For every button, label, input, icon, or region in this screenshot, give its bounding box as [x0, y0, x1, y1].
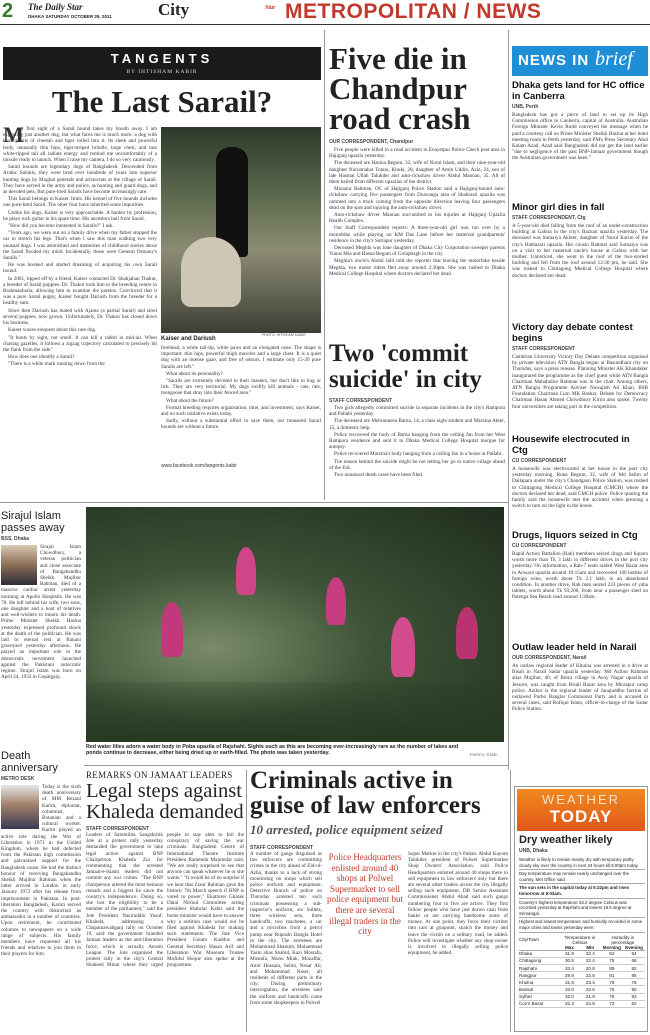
tangents-p: "Years ago, we were out on a family drive when my father stopped the car to stretch his legs. That's when I saw this man walking two very unusual dogs. I was astonished and memories of childhood stories about the Sarail flooded my mind. Incidentally, those were General Osmany's Sarails." [3, 230, 157, 262]
water-lily-photo [86, 507, 504, 742]
jamaat-byline: STAFF CORRESPONDENT [86, 826, 149, 832]
weather-cell: Khulna [519, 979, 534, 985]
brief-body: Bangladesh has got a piece of land to set up its High Commission office in Canberra, capital of Australia. Australian Foreign Minister Kevin Rudd conveyed the message when he paid a courtesy call on Prime Minister Sheikh Hasina at her hotel meeting room in Perth yesterday, said PM's Press Secretary Abul Kalam Azad. Azad said Bangladesh did not get the land earlier "due to negligence of the past BNP-Jamaat government though the Australian government was keen." [512, 112, 648, 162]
criminals-byline: STAFF CORRESPONDENT [250, 845, 313, 851]
criminals-pullquote: Police Headquarters enlisted around 40 shops at Polwel Supermarket to sell police equipment but there are several illegal traders in the city [327, 852, 403, 937]
tangents-p: "There is a white mark running down from the [8, 361, 105, 368]
tangents-p: "It hunts by sight, not smell. It can kill a rabbit in mid-air. When chasing gazelles, it follows a zigzag trajectory calculated to precisely hit the flank from the side." [3, 334, 157, 353]
tangents-p: Sarail hounds are legendary dogs of Bangladesh. Descended from Arabic Salukis, they were bred over hundreds of years into superior hunting dogs by Mughal generals and aristocrats at the village of Sarail. They have served in the army and police, as hunting and guard dogs, and as devoted pets. But pure-bred Sarails have become increasingly rare. [3, 164, 157, 196]
brief-label: NEWS IN [518, 52, 590, 69]
col-divider [246, 770, 247, 1032]
suicide-p: The reason behind the suicide might be not letting her go to native village ahead of the Eid. [329, 458, 505, 471]
weather-para: The sun sets in the capital today at 5:22pm and rises tomorrow at 6:03am. [519, 884, 645, 898]
suicide-byline: STAFF CORRESPONDENT [329, 398, 392, 404]
brief-item [512, 642, 648, 752]
brief-byline: STAFF CORRESPONDENT [512, 346, 575, 352]
obit-sirajul [1, 510, 81, 745]
weather-banner [517, 789, 645, 831]
weather-cell: 75 [609, 994, 615, 1000]
obit-byline: METRO DESK [1, 776, 35, 782]
weather-cell: 89 [609, 965, 615, 971]
weather-cell: 31.8 [564, 979, 574, 985]
weather-cell: 22.4 [585, 951, 595, 957]
criminals-title: Criminals active in guise of law enforcers [250, 767, 481, 819]
suicide-title: Two 'commit suicide' in city [329, 340, 482, 393]
lily-flower-icon [391, 617, 415, 677]
obit-byline: BSS, Dhaka [1, 536, 30, 542]
weather-para: Highest and lowest temperature and humidity recorded in some major cities and towns yesterday were: [519, 918, 645, 932]
lily-flower-icon [161, 602, 183, 657]
col-divider [508, 30, 509, 770]
page-header [0, 0, 650, 24]
weather-cell: 29.5 [564, 972, 574, 978]
weather-para: Country's highest temperature 33.2 degree Celsius was recorded yesterday at Rajshahi and lowest 19.5 degree at Srimangal. [519, 899, 645, 919]
obit-title: Sirajul Islam passes away [1, 510, 65, 534]
weather-cell: 82 [631, 965, 637, 971]
photo-credit: PHOTO: IHTISHAM KABIR [262, 333, 306, 337]
tangents-col1 [3, 126, 157, 470]
weather-cell: 23.4 [585, 979, 595, 985]
weather-box [514, 786, 648, 1032]
five-p: Auto-rickshaw driver Mannan succumbed to his injuries at Hajiganj Upazila Health Complex. [329, 212, 505, 225]
weather-cell: 22.8 [585, 972, 595, 978]
five-p: Five people were killed in a road accident in Enayetpur Police Check post area in Hajiganj upazila yesterday. [329, 147, 505, 160]
weather-cell: 75 [609, 958, 615, 964]
obit-body: Today is the sixth death anniversary of MM Rezaul Karim, diplomat, columnist, Botanian and a cultural worker. Karim played an active role during the War of Liberation in 1971 in the United Kingdom, where he had defected from the Pakistan high commission and galvanised support for the Bangladesh cause. He had the distinct honour of receiving Bangabandhu Sheikh Mujibur Rahman when the latter arrived in London in early January 1972 after his release from imprisonment in Pakistan. In post-liberation Bangladesh, Karim served the country with distinction as ambassador in a number of countries. Upon retirement, he contributed columns to newspapers on a wide range of subjects. His family members have requested all his friends and relatives to join them in their prayers for him. [1, 784, 81, 958]
weather-cell: 76 [631, 979, 637, 985]
weather-row [519, 993, 645, 1000]
kaiser-photo [161, 127, 321, 333]
weather-cell: 62 [609, 951, 615, 957]
weather-cell: 22.4 [585, 958, 595, 964]
weather-cell: 20.8 [585, 965, 595, 971]
h-rule [84, 765, 508, 766]
weather-row [519, 957, 645, 964]
lily-flower-icon [456, 607, 478, 659]
h-rule [0, 502, 508, 503]
weather-banner-top: WEATHER [541, 792, 621, 807]
tangents-p: Kaiser waxes eloquent about this rare dog. [8, 327, 97, 334]
suicide-p: Two unnatural death cases have been filed. [334, 472, 424, 479]
weather-cell: 62 [631, 1001, 637, 1007]
obit-anniversary [1, 750, 81, 1032]
weather-cell: 21.9 [585, 994, 595, 1000]
star-tag: Star [265, 5, 276, 11]
tangents-p: This Sarail belongs to Kaiser. Imtis. His kennel of five hounds includes one pure-bred Sarail. The other four have inherited some impurities. [3, 196, 157, 209]
brief-body: An outlaw regional leader of Khulna was arrested in a drive at Bisali in Narail Sadar upazila yesterday. Md Azibor Rahman alias Mujibur, 40, of Borni village in Avoy Nagar upazila of Jessore, was caught from Bisali Bazar area by Mirzapur camp police. Azibor is the regional leader of Janajuddho faction of outlawed Purbo Banglar Communist Party and is accused in several cases, said Rofiqul Islam, officer-in-charge of the Sadar Police Station. [512, 663, 648, 713]
photo-caption: Kaiser and Dariush [161, 336, 216, 342]
tangents-p: forehead, a white tail-tip, white paws and an elongated nose. The shape is important: thin hips, powerful thigh muscles and a large chest. It is a quiet dog with an intense gaze, and free of odours. I estimate only 15-20 pure Sarails are left." [161, 345, 321, 370]
five-die-byline: OUR CORRESPONDENT, Chandpur [329, 139, 414, 145]
weather-cell: Barisal [519, 987, 534, 993]
weather-cell: Cox's Bazar [519, 1001, 544, 1007]
header-rule [0, 24, 650, 25]
tangents-p: "Sarails are extremely devoted to their masters, but don't like to hug or lick. They are very territorial. My dogs swiftly kill animals - cats, rats, mongoose that stray into their fenced area." [161, 378, 321, 397]
weather-cell: 76 [609, 979, 615, 985]
weather-header-cell: City/Town [519, 937, 539, 943]
weather-inner [519, 834, 645, 1008]
obit-portrait [1, 785, 39, 829]
tangents-p: What about its personality? [166, 370, 223, 377]
weather-header-cell: Temperature in Celsius [564, 934, 596, 945]
jamaat-body: Leaders of Sammilita Sangskritik Jote at a protest rally yesterday demanded the government to take legal action against BNP Chairperson Khaleda Zia for commenting that the arrested Jamaat-e-Islami leaders did not commit any war crimes. "The BNP chairperson uttered the most heinous remark and a biggest lie since the country's independence. Doing so, she lost the eligibility to be a member of the parliament," said the Jote President Nasiruddin Yusuf. Khaleda, addressing a Chapainawabganj rally on October 19, said the government branded Jamaat leaders as the anti-liberation force, which is actually Awami League. The Jote organised the protest rally in the city's Central Shaheed Minar where they urged people to stay alert to foil the conspiracy of saving the war criminals. Bangladesh Centre of International Theatre Institute President Ramendu Majumdar said, "We are really surprised to see that anyone can speak whatever he or she wants." "It would be of no surprise if we hear that Ziaur Rahman gave the historic 7th March speech if BNP is voted to power," Ekattorer Ghatak Dalal Nirmul Committee acting president Shahriar Kabir said the home minister would have to answer why a sedition case would not be filed against Khaleda for making such statements. The Jote Vice President Golam Kuddus and General Secretary Hasan Arif and Liberation War Museum Trustee Mofidul Hoque also spoke at the programme. [86, 832, 244, 969]
weather-row [519, 979, 645, 986]
brief-byline: UNB, Perth [512, 104, 539, 110]
lily-flower-icon [326, 577, 346, 625]
tangents-p: In 2001, tipped off by a friend, Kaiser contacted Dr. Shahjahan Thakur, a breeder of Sarail puppies. Dr. Thakur took him to the breeding centre in Brahmanbaria, allowing him to examine the parents. Convinced that it was a pure Sarail puppy, Kaiser bought Dariush from the breeder for a healthy sum. [3, 275, 157, 307]
brief-item [512, 322, 648, 434]
weather-row [519, 1000, 645, 1007]
weather-cell: 90 [631, 987, 637, 993]
weather-cell: 64 [631, 951, 637, 957]
five-p: Mizanur Rahman, OC of Hajiganj Police Station said a Hajiganj-bound auto-rickshaw carrying five passengers from Doavanga area of Shahrasti upazila was rammed into a truck coming from the opposite direction leaving four passengers dead on the spot and injuring the auto-rickshaw driver. [329, 186, 505, 211]
weather-cell: Rangpur [519, 972, 537, 978]
weather-cell: 75 [609, 987, 615, 993]
drop-cap: M [3, 126, 24, 147]
tangents-p: Since then Dariush has mated with Ajanta (a partial Sarail) and sired several puppies, now grown. Unfortunately, Dr. Thakur has closed down his business. [3, 307, 157, 327]
weather-rows [519, 950, 645, 1008]
tangents-p: Unlike his dogs, Kaiser is very approachable. A banker by profession, he plays rock guitar in his spare time. His ancestors hail from Sarail. [3, 209, 157, 222]
dog-figure [181, 237, 241, 307]
brief-title: Housewife electrocuted in Ctg [512, 434, 630, 456]
tangents-p: He was hooked and started dreaming of acquiring his own Sarail hound. [3, 262, 157, 275]
brief-byline: CU CORRESPONDENT [512, 543, 567, 549]
tangents-title: The Last Sarail? [51, 84, 273, 119]
weather-row [519, 950, 645, 957]
weather-cell: Dhaka [519, 951, 533, 957]
brief-body: Cambrian University Victory Day Debate competition organised by private television ATN Bangla began at Basundhara city on Thursday, says a press release. Planning Minister AK Khandaker inaugurated the programme as the chief guest while ATN Bangla Chairman Mahabubur Rahman was in the chair. Among others, ATN Bangla Programme Adviser Nawajish Ali Khan, BSB Foundation Chairman Lion MK Bashar, Debate for Democracy Chairman Hasan Ahmed Chowdhury Kiron also spoke. Twenty four universities are taking part in the competition. [512, 354, 648, 410]
brief-title: Drugs, liquors seized in Ctg [512, 530, 638, 541]
weather-cell: 85 [631, 972, 637, 978]
weather-title: Dry weather likely [519, 834, 613, 846]
weather-cell: 33.4 [564, 965, 574, 971]
weather-subheader-cell: Min [586, 944, 595, 950]
brief-body: Rapid Action Battalion (Rab) members seized drugs and liquors worth more than Tk 3 lakh in different drives in the port city yesterday. On information, a Rab-7 team raided West Bazar area in Anwara upazila around 10:15am and recovered 160 bottles of foreign wine, worth about Tk 2.1 lakh, in an abandoned condition. In another drive, Rab men seized 233 pieces of yaba tablets, worth about Tk 93,200, from near a passenger shed on Patenga Sea Beach road around 1:30am. [512, 551, 648, 601]
weather-cell: Chittagong [519, 958, 542, 964]
brief-body: A housewife was electrocuted at her house in the port city yesterday morning. Runa Begum, 32, wife of Md Selim of Dailapara under the city's Chandgaon Police Station, was rushed to Chittagong Medical College Hospital (CMCH) where the doctors declared her dead, said CMCH police. Police quoting the family said the housewife met the accident when pressing a switch to turn on the light in the house. [512, 466, 648, 510]
criminals-subtitle: 10 arrested, police equipment seized [250, 822, 443, 837]
brief-byline: CU CORRESPONDENT [512, 458, 567, 464]
tangents-p: How does one identify a Sarail? [8, 354, 75, 361]
tangents-banner [3, 47, 321, 80]
tangents-url[interactable]: www.facebook.com/tangents.kabir [161, 463, 237, 469]
weather-para: Weather is likely to remain mainly dry with temporary partly cloudy sky over the country in next 24 hours till 6:00pm today. [519, 856, 645, 870]
jamaat-title: Legal steps against Khaleda demanded [86, 780, 244, 823]
weather-table [519, 935, 645, 1009]
brief-item [512, 80, 648, 202]
weather-subheader-cell: Max [564, 944, 574, 950]
suicide-p: Police recovered Marzina's body hanging from a ceiling fan in a house at Pallabi. [334, 451, 503, 458]
brief-title: Dhaka gets land for HC office in Canberra [512, 80, 645, 102]
suicide-p: Two girls allegedly committed suicide in separate incidents in the city's Rampura and Pallabi yesterday. [329, 405, 505, 418]
photo-caption: Red water lilies adorn a water body in Poba upazila of Rajshahi. Sights such as this are becoming ever-increasingly rare as the number of lakes and ponds continue to decrease, either being dried up or earth-filled. The photo was taken yesterday. [86, 744, 459, 757]
brief-title: Outlaw leader held in Narail [512, 642, 637, 653]
weather-subheader-cell: Evening [625, 944, 643, 950]
weather-cell: 68 [631, 958, 637, 964]
weather-row [519, 986, 645, 993]
brief-column [512, 80, 648, 770]
tangents-col1-text [3, 126, 157, 368]
weather-cell: 24.8 [585, 1001, 595, 1007]
weather-byline: UNB, Dhaka [519, 848, 548, 854]
weather-cell: Rajshahi [519, 965, 537, 971]
tangents-p: What about the future? [166, 397, 214, 404]
weather-cell: 32.0 [564, 987, 574, 993]
tangents-p: y first sight of a Sarail hound takes my breath away. I am expecting just another dog, but what faces me is much more: a dog with healthy bits of cheetah and tiger rolled into it. Its sleek and powerful body, unusually thin hips, tiger-striped brindle, large chest, and taut white-tipped tail all radiate energy and remind me uncomfortably of a missile ready to launch. When I raise my camera, I do so very cautiously. [3, 126, 157, 164]
suicide-body [329, 405, 505, 489]
five-p: Meghla's uncle's Abdul Jalil told the reporter that leaving the motorbike beside Meghla, two motor riders fled away around 2:30pm. She was rushed to Dhaka Medical College Hospital where doctors declared her dead. [329, 258, 505, 277]
tangents-kicker: TANGENTS [110, 51, 214, 66]
tangents-p: Formal breeding requires organisation, time, and investment, says Kaiser, and no such initiative exists today. [161, 404, 321, 418]
five-die-body [329, 147, 505, 331]
brief-item [512, 202, 648, 322]
suicide-p: Police recovered the body of Barna hanging from the ceiling fan from her West Rampura residence and sent it to Dhaka Medical College Hospital morgue for autopsy. [329, 431, 505, 451]
tangents-p: Sadly, without a substantial effort to save them, our treasured Sarail hounds are without a future. [161, 418, 321, 431]
five-p: The deceased are Hasina Begum, 32, wife of Nurul Islam, and their nine-year-old daughter Nurunnahar Tonnu, Khuki, 28, daughter of Amin Uddin, Aziz, 24, son of late Hasmat Ullah Talukder and auto-rickshaw driver Abdul Mannan, 35. All of them hailed from different upazilas of the district. [329, 160, 505, 186]
tangents-col2 [161, 345, 321, 461]
page-number: 2 [2, 0, 14, 22]
weather-subheader-cell: Morning [602, 944, 621, 950]
weather-cell: 32.3 [564, 1001, 574, 1007]
brief-byline: STAFF CORRESPONDENT, Ctg [512, 215, 586, 221]
weather-cell: 81 [609, 972, 615, 978]
weather-header-row [519, 935, 645, 945]
weather-cell: 31.8 [564, 951, 574, 957]
weather-cell: 32.0 [564, 994, 574, 1000]
weather-cell: Sylhet [519, 994, 532, 1000]
obit-title: Death anniversary [1, 750, 58, 774]
weather-cell: 22.6 [585, 987, 595, 993]
weather-cell: 83 [631, 994, 637, 1000]
masthead-logo: The Daily Star [28, 2, 83, 12]
metro-banner: METROPOLITAN / NEWS [285, 0, 542, 23]
brief-item [512, 530, 648, 642]
five-p: Our Staff Correspondent reports: A three-year-old girl was run over by a motorbike while playing on KM Das Lane before her maternal grandparents' residence in the city's Sutrapur yesterday. [329, 225, 505, 244]
obit-body: Sirajul Islam Chowdhury, a veteran politician and close associate of Bangabandhu Sheikh Mujibur Rahman, died of a massive cardiac arrest yesterday morning at Apollo Hospitals. He was 78. He left behind his wife, two sons, one daughter and a host of relatives and well-wishers to mourn his death. Prime Minister Sheikh Hasina yesterday expressed profound shock at the death of the politician. He was laid to eternal rest at Banani graveyard yesterday afternoon. He played an important role in the democratic movement launched against the Pakistani autocratic regime. Sirajul Islam was born on April 24, 1933 in Gopalganj. [1, 544, 81, 681]
criminals-col2: Super Market in the city's Paltan. Abdul Kayum Talukder, president of Polwel Supermarket Shop Owners' Association, said Police Headquarters enlisted around 40 shops there to sell equipment to law enforcers only but there are several other traders across the city illegally selling such equipment. DB Senior Assistant Commissioner Abdul Ahad said such gangs numbering four to five are active. They first follow people who have just drawn cash from banks or are carrying handsome sums of money. At one point, they force their victims into cars at gunpoint, snatch the money and leave the victim on a solitary road, he added. Police will investigate whether any shop owner is involved in illegally selling police equipment, he added. [408, 851, 508, 957]
brief-title: Minor girl dies in fall [512, 202, 605, 213]
photo-credit: PHOTO: STAR [470, 752, 497, 757]
brief-title: Victory day debate contest begins [512, 322, 633, 344]
brief-item [512, 434, 648, 530]
jamaat-kicker: REMARKS ON JAMAAT LEADERS [86, 770, 233, 780]
brief-body: A 5-year-old died falling from the roof of an under-construction building at Gahira in the city's Bazuan upazila yesterday. The deceased was Sumaiya Akhter, daughter of Nurul Karim of the city's Hathazari upazila. Her cousin Rahmat said Sumaiya was on a visit to her maternal uncle's house at Gahira with her mother. Unnoticed, she went to the roof of the two-storied building and fell from the roof around 12:30 pm, he said. She was rushed to Chittagong Medical College Hospital where doctors declared her dead. [512, 223, 648, 279]
brief-banner [512, 46, 648, 76]
weather-banner-bottom: TODAY [549, 807, 613, 826]
dateline: DHAKA SATURDAY OCTOBER 29, 2011 [28, 14, 112, 19]
lily-flower-icon [236, 547, 256, 595]
five-p: Deceased Meghla was lone daughter of Dhaka City Corporation sweeper parents Yunus Mia and Hasna Begum of Golapbagh in the city. [329, 245, 505, 258]
col-divider [324, 30, 325, 500]
suicide-p: The deceased are Mehrunnesa Barna, 14, a class eight student and Marzina Akter, 15, a domestic help. [329, 418, 505, 431]
criminals-col1: A number of gangs disguised as law enforcers are committing crimes in the city ahead of Eid-ul-Azha, thanks to a lack of strong monitoring on shops which sell police uniform and equipment. Detective Branch of police on Thursday arrested ten such criminals possessing a sub-inspector's uniform, six bullets, three wireless sets, three handcuffs, two machetes, a car and a microbus from a petrol pump near Rupashi Bangla Hotel in the city. The arrestees are Mohammad Shamim, Mohammad Yasin alias Shahid, Kazi Mostafa, Mostafa, Monu Miah, Mozaffar, Amir Hossain, Selim, Nesar Ali, and Mohammad Naser, all residents of different parts in the city. During preliminary interrogation, the arrestees said the uniform and handcuffs came from some shopkeepers in Polwel [250, 851, 322, 1006]
weather-cell: 72 [609, 1001, 615, 1007]
weather-para: Day temperature may remain nearly unchanged over the country, Met Office said. [519, 870, 645, 884]
tangents-p: "How did you become interested in Sarails?" I ask. [8, 223, 114, 230]
col-divider [510, 770, 511, 1032]
lily-pads [86, 682, 504, 742]
obit-portrait [1, 545, 37, 585]
tangents-byline: BY IHTISHAM KABIR [126, 69, 198, 75]
section-title: City [158, 0, 190, 19]
five-die-title: Five die in Chandpur road crash [329, 41, 471, 136]
brief-byline: OUR CORRESPONDENT, Narail [512, 655, 587, 661]
weather-cell: 30.8 [564, 958, 574, 964]
weather-header-cell: Humidity in percentage [611, 934, 635, 945]
weather-row [519, 964, 645, 971]
weather-row [519, 972, 645, 979]
brief-label-italic: brief [595, 48, 633, 70]
